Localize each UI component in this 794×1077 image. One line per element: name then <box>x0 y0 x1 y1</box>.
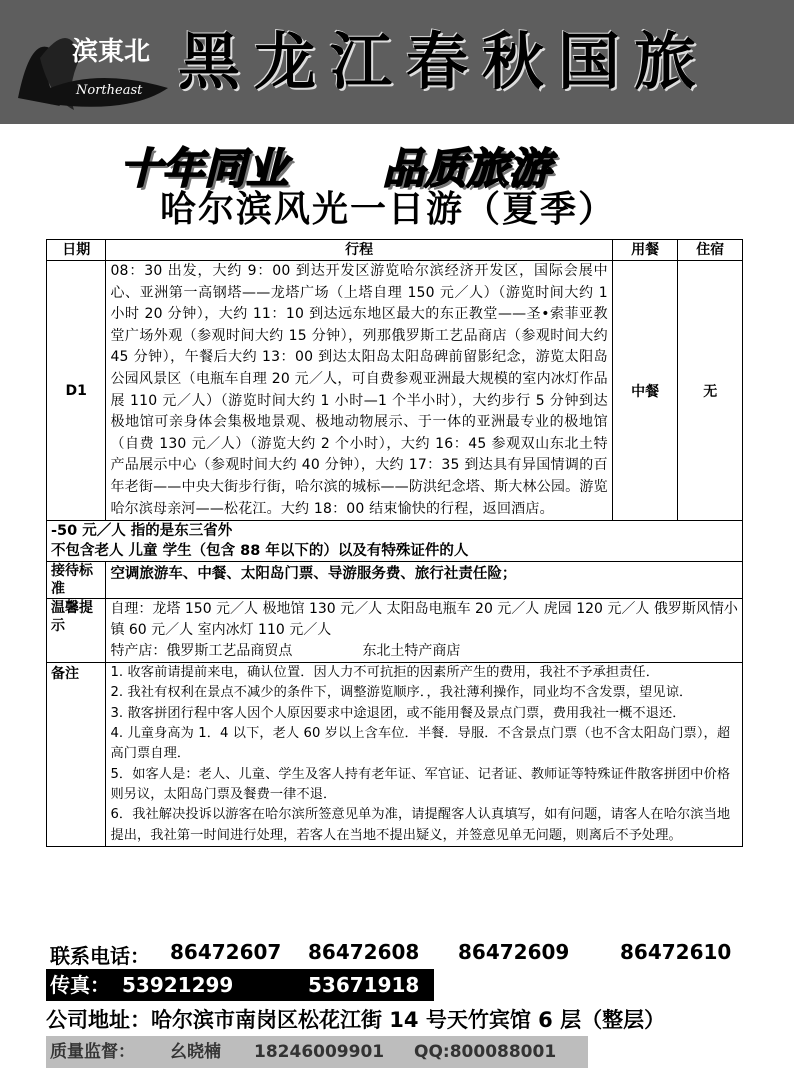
tips-shop-2: 东北土特产商店 <box>362 643 461 660</box>
logo-text-cn: 滨東北 <box>72 37 151 67</box>
header-date: 日期 <box>47 240 106 261</box>
header-itinerary: 行程 <box>106 240 612 261</box>
day-stay: 无 <box>678 261 743 521</box>
phone-label: 联系电话： <box>50 944 150 968</box>
header-stay: 住宿 <box>678 240 743 261</box>
logo-text-en: Northeast <box>76 83 143 98</box>
day-label: D1 <box>47 261 106 521</box>
notes-label: 备注 <box>47 663 106 847</box>
company-logo <box>10 18 170 114</box>
fax-label: 传真： <box>50 973 110 997</box>
notes-cell <box>106 663 743 847</box>
company-address: 公司地址：哈尔滨市南岗区松花江街 14 号天竹宾馆 6 层（整层） <box>46 1008 666 1032</box>
price-note-line2: 不包含老人 儿童 学生（包含 88 年以下的）以及有特殊证件的人 <box>51 543 469 560</box>
tips-shop-1: 特产店：俄罗斯工艺品商贸点 <box>110 643 293 660</box>
table-row <box>47 261 743 521</box>
fax-number: 53671918 <box>308 973 420 997</box>
tour-title: 哈尔滨风光一日游（夏季） <box>160 188 617 230</box>
day-itinerary: 08：30 出发，大约 9：00 到达开发区游览哈尔滨经济开发区，国际会展中心、亚洲第一高钢塔——龙塔广场（上塔自理 150 元／人）（游览时间大约 1 小时 20 分钟），大约 11：10 到达远东地区最大的东正教堂——圣•索菲亚教堂广场外观（参观时间大约 15 分钟），列那俄罗斯工艺品商店（参观时间大约 45 分钟），午餐后大约 13：00 到达太阳岛太阳岛碑前留影纪念，游览太阳岛公园风景区（电瓶车自理 20 元／人，可自费参观亚洲最大规模的室内冰灯作品展 110 元／人）（游览时间大约 1 小时—1 个半小时），大约步行 5 分钟到达极地馆可亲身体会集极地景观、极地动物展示、于一体的亚洲最专业的极地馆（自费 130 元／人）（游览大约 2 个小时），大约 16：45 参观双山东北土特产品展示中心（参观时间大约 40 分钟），大约 17：35 到达具有异国情调的百年老街——中央大街步行街，哈尔滨的城标——防洪纪念塔、斯大林公园。游览哈尔滨母亲河——松花江。大约 18：00 结束愉快的行程，返回酒店。 <box>106 261 612 521</box>
phone-line <box>50 940 750 970</box>
tips-cell <box>106 599 743 663</box>
tips-shops <box>110 641 738 662</box>
table-header-row <box>47 240 743 261</box>
slogan-part1: 十年同业 <box>120 144 289 193</box>
fax-bar <box>46 969 434 1001</box>
quality-qq: QQ:800088001 <box>414 1042 557 1062</box>
tips-label: 温馨提示 <box>47 599 106 663</box>
reception-label: 接待标准 <box>47 562 106 599</box>
quality-label: 质量监督： <box>50 1042 135 1062</box>
phone-number: 86472610 <box>620 940 732 964</box>
tips-text: 自理：龙塔 150 元／人 极地馆 130 元／人 太阳岛电瓶车 20 元／人 虎园 120 元／人 俄罗斯风情小镇 60 元／人 室内冰灯 110 元／人 <box>110 601 738 639</box>
price-note-row <box>47 521 743 562</box>
note-item: 6．我社解决投诉以游客在哈尔滨所签意见单为准，请提醒客人认真填写，如有问题，请客人在哈尔滨当地提出，我社第一时间进行处理，若客人在当地不提出疑义，并签意见单无问题，则离后不予处理。 <box>110 807 731 843</box>
fax-number: 53921299 <box>122 973 234 997</box>
reception-row <box>47 562 743 599</box>
quality-phone: 18246009901 <box>254 1042 385 1062</box>
company-name: 黑龙江春秋国旅 <box>178 25 711 98</box>
note-item: 1. 收客前请提前来电，确认位置．因人力不可抗拒的因素所产生的费用，我社不予承担责任． <box>110 665 660 681</box>
note-item: 2. 我社有权利在景点不减少的条件下，调整游览顺序．，我社薄利操作，同业均不含发票，望见谅． <box>110 685 693 701</box>
note-item: 4. 儿童身高为 1．4 以下，老人 60 岁以上含车位．半餐．导服．不含景点门票（也不含太阳岛门票），超高门票自理． <box>110 726 731 762</box>
price-note-line1: -50 元／人 指的是东三省外 <box>51 523 233 540</box>
itinerary-table <box>46 239 743 847</box>
notes-row <box>47 663 743 847</box>
phone-number: 86472609 <box>458 940 570 964</box>
header-meal: 用餐 <box>612 240 678 261</box>
quality-name: 幺晓楠 <box>170 1042 221 1062</box>
slogan-part2: 品质旅游 <box>382 144 551 193</box>
price-note <box>47 521 743 562</box>
note-item: 3. 散客拼团行程中客人因个人原因要求中途退团，或不能用餐及景点门票，费用我社一概不退还． <box>110 705 686 721</box>
reception-text: 空调旅游车、中餐、太阳岛门票、导游服务费、旅行社责任险； <box>106 562 743 599</box>
tips-row <box>47 599 743 663</box>
note-item: 5．如客人是：老人、儿童、学生及客人持有老年证、军官证、记者证、教师证等特殊证件散客拼团中价格则另议，太阳岛门票及餐费一律不退． <box>110 766 731 802</box>
header-banner <box>0 0 794 124</box>
phone-number: 86472608 <box>308 940 420 964</box>
quality-supervision <box>46 1036 588 1068</box>
phone-number: 86472607 <box>170 940 282 964</box>
day-meal: 中餐 <box>612 261 678 521</box>
slogan <box>120 136 680 193</box>
